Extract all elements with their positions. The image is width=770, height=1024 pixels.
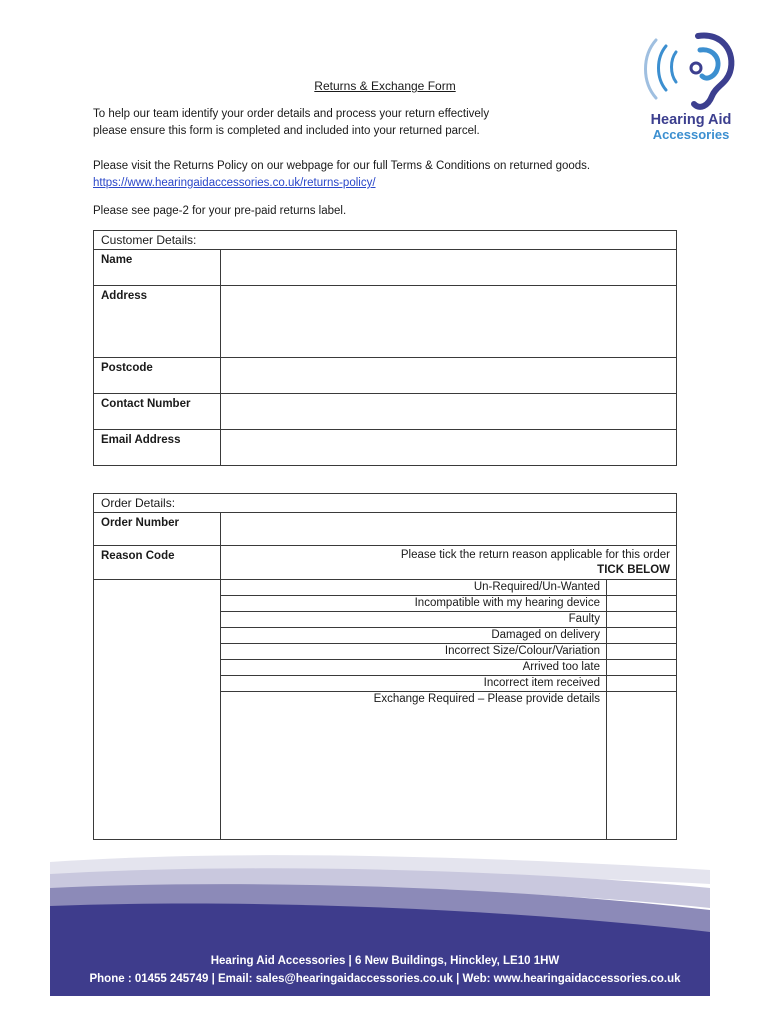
- form-title: Returns & Exchange Form: [314, 79, 456, 93]
- contact-number-field[interactable]: [221, 394, 677, 430]
- order-number-field[interactable]: [221, 513, 677, 546]
- order-details-table: [93, 493, 677, 840]
- address-field[interactable]: [221, 286, 677, 358]
- order-details-header: Order Details:: [94, 494, 677, 513]
- logo-text-hearing-aid: Hearing Aid: [650, 112, 732, 128]
- reason-code-label: Reason Code: [94, 546, 221, 580]
- reason-instruction-cell: [221, 546, 677, 580]
- reason-item: Incompatible with my hearing device: [221, 596, 607, 612]
- tick-box-exchange[interactable]: [606, 692, 676, 840]
- intro-text: [93, 106, 593, 140]
- postcode-field[interactable]: [221, 358, 677, 394]
- tick-box-faulty[interactable]: [606, 612, 676, 628]
- tick-box-incorrect-size[interactable]: [606, 644, 676, 660]
- footer-wave-band: [0, 848, 770, 1024]
- tick-box-arrived-late[interactable]: [606, 660, 676, 676]
- customer-details-header: Customer Details:: [94, 231, 677, 250]
- tick-below-label: TICK BELOW: [597, 564, 670, 576]
- policy-line: Please visit the Returns Policy on our webpage for our full Terms & Conditions on returned goods.: [93, 160, 591, 172]
- tick-box-incorrect-item[interactable]: [606, 676, 676, 692]
- name-field[interactable]: [221, 250, 677, 286]
- footer-address: Hearing Aid Accessories | 6 New Buildings, Hinckley, LE10 1HW: [210, 955, 560, 967]
- intro-line-2: please ensure this form is completed and included into your returned parcel.: [93, 125, 480, 137]
- returns-policy-link[interactable]: https://www.hearingaidaccessories.co.uk/returns-policy/: [93, 177, 376, 189]
- customer-details-table: [93, 230, 677, 466]
- tick-box-incompatible[interactable]: [606, 596, 676, 612]
- tick-box-unrequired[interactable]: [606, 580, 676, 596]
- footer-contact: Phone : 01455 245749 | Email: sales@hearingaidaccessories.co.uk | Web: www.hearingaidaccessories.co.uk: [89, 973, 681, 985]
- reason-instruction: Please tick the return reason applicable for this order: [400, 549, 670, 561]
- reason-item: Damaged on delivery: [221, 628, 607, 644]
- order-number-label: Order Number: [94, 513, 221, 546]
- email-address-field[interactable]: [221, 430, 677, 466]
- tick-box-damaged[interactable]: [606, 628, 676, 644]
- name-label: Name: [94, 250, 221, 286]
- reason-item: Faulty: [221, 612, 607, 628]
- postcode-label: Postcode: [94, 358, 221, 394]
- email-address-label: Email Address: [94, 430, 221, 466]
- policy-text: [93, 158, 693, 192]
- reason-item: Un-Required/Un-Wanted: [221, 580, 607, 596]
- reason-item-exchange: Exchange Required – Please provide details: [221, 692, 607, 840]
- reason-code-field[interactable]: [94, 580, 221, 840]
- reason-item: Incorrect item received: [221, 676, 607, 692]
- contact-number-label: Contact Number: [94, 394, 221, 430]
- reason-item: Arrived too late: [221, 660, 607, 676]
- reason-item: Incorrect Size/Colour/Variation: [221, 644, 607, 660]
- page2-note: Please see page-2 for your pre-paid returns label.: [93, 205, 347, 217]
- intro-line-1: To help our team identify your order details and process your return effectively: [93, 108, 490, 120]
- logo-text-accessories: Accessories: [652, 127, 730, 142]
- address-label: Address: [94, 286, 221, 358]
